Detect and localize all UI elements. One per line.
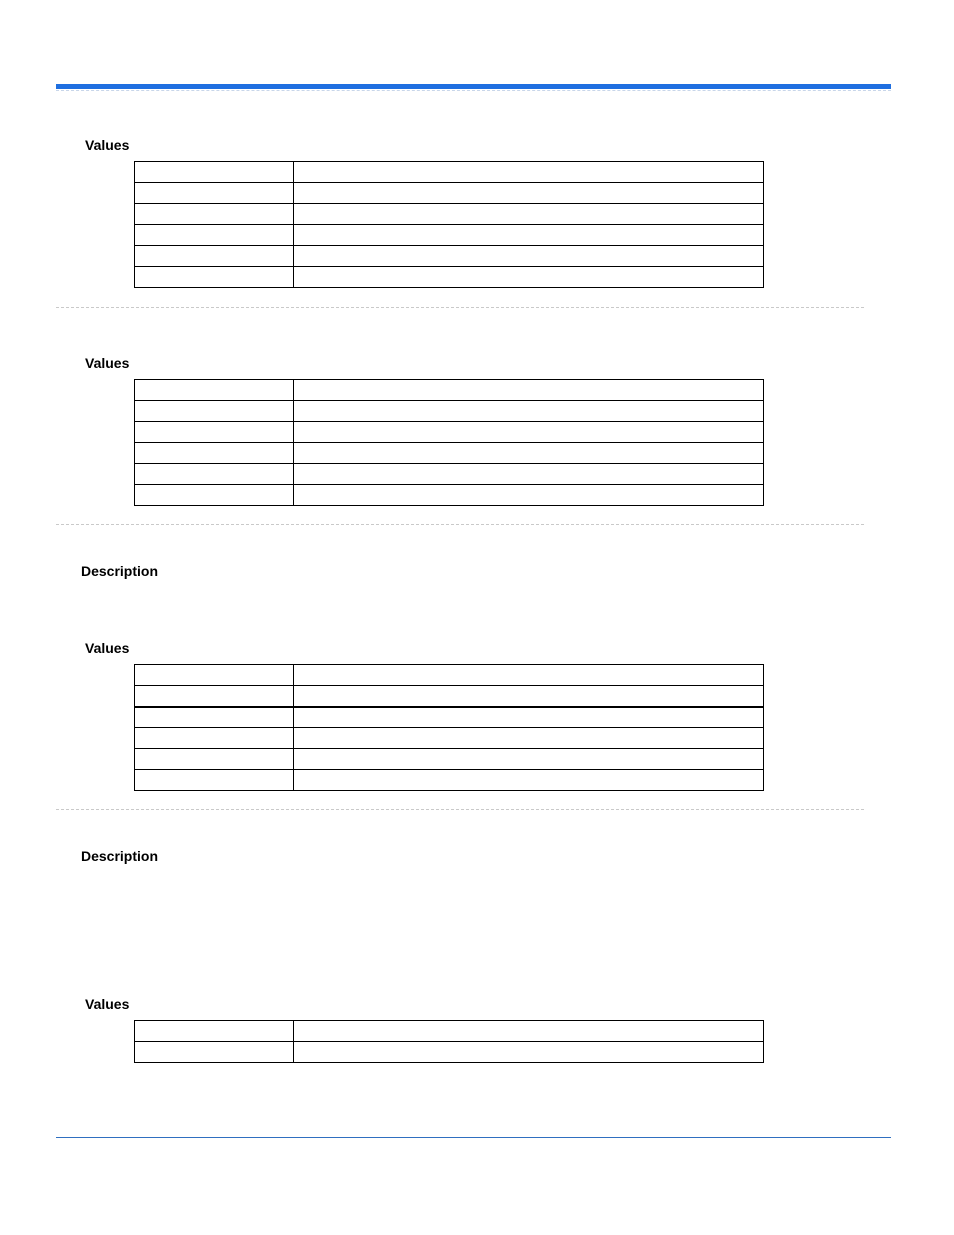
table-cell-name xyxy=(135,770,294,791)
table-cell-name xyxy=(135,686,294,707)
table-cell-name xyxy=(135,246,294,267)
table-cell-description xyxy=(294,1042,764,1063)
table-cell-name xyxy=(135,728,294,749)
table-row xyxy=(135,267,764,288)
table-row xyxy=(135,225,764,246)
table-cell-name xyxy=(135,225,294,246)
table-cell-description xyxy=(294,1021,764,1042)
table-cell-description xyxy=(294,162,764,183)
table-row xyxy=(135,401,764,422)
table-row xyxy=(135,686,764,707)
values-heading-1: Values xyxy=(85,137,130,153)
footer-rule xyxy=(56,1137,891,1138)
table-cell-description xyxy=(294,485,764,506)
table-cell-name xyxy=(135,380,294,401)
table-cell-description xyxy=(294,749,764,770)
table-cell-name xyxy=(135,401,294,422)
table-row xyxy=(135,707,764,728)
table-cell-description xyxy=(294,183,764,204)
table-cell-description xyxy=(294,686,764,707)
values-table-2 xyxy=(134,379,764,506)
table-row xyxy=(135,464,764,485)
table-row xyxy=(135,1042,764,1063)
table-cell-name xyxy=(135,422,294,443)
table-cell-name xyxy=(135,1021,294,1042)
table-row xyxy=(135,183,764,204)
description-heading-2: Description xyxy=(81,848,159,864)
values-table-4 xyxy=(134,1020,764,1063)
header-accent-bar xyxy=(56,84,891,89)
table-cell-name xyxy=(135,267,294,288)
table-row xyxy=(135,1021,764,1042)
table-row xyxy=(135,749,764,770)
values-table-1 xyxy=(134,161,764,288)
table-cell-name xyxy=(135,162,294,183)
table-cell-description xyxy=(294,770,764,791)
table-row xyxy=(135,422,764,443)
table-row xyxy=(135,728,764,749)
table-cell-description xyxy=(294,380,764,401)
table-cell-description xyxy=(294,728,764,749)
table-cell-description xyxy=(294,707,764,728)
table-cell-description xyxy=(294,267,764,288)
table-cell-description xyxy=(294,665,764,686)
section-divider xyxy=(56,809,864,810)
table-cell-description xyxy=(294,464,764,485)
section-divider xyxy=(56,307,864,308)
table-cell-name xyxy=(135,749,294,770)
table-cell-description xyxy=(294,443,764,464)
table-cell-description xyxy=(294,246,764,267)
table-row xyxy=(135,485,764,506)
table-cell-name xyxy=(135,707,294,728)
section-divider xyxy=(56,524,864,525)
table-cell-name xyxy=(135,183,294,204)
table-row xyxy=(135,246,764,267)
table-row xyxy=(135,665,764,686)
table-row xyxy=(135,204,764,225)
table-row xyxy=(135,770,764,791)
table-row xyxy=(135,443,764,464)
table-cell-name xyxy=(135,1042,294,1063)
values-heading-3: Values xyxy=(85,640,130,656)
table-cell-description xyxy=(294,204,764,225)
values-heading-4: Values xyxy=(85,996,130,1012)
table-cell-name xyxy=(135,443,294,464)
table-cell-name xyxy=(135,485,294,506)
table-cell-description xyxy=(294,401,764,422)
table-row xyxy=(135,380,764,401)
values-heading-2: Values xyxy=(85,355,130,371)
header-dashed-rule xyxy=(56,90,891,91)
description-heading-1: Description xyxy=(81,563,159,579)
table-cell-name xyxy=(135,464,294,485)
table-cell-name xyxy=(135,204,294,225)
table-row xyxy=(135,162,764,183)
table-cell-description xyxy=(294,422,764,443)
values-table-3 xyxy=(134,664,764,791)
table-cell-name xyxy=(135,665,294,686)
table-cell-description xyxy=(294,225,764,246)
